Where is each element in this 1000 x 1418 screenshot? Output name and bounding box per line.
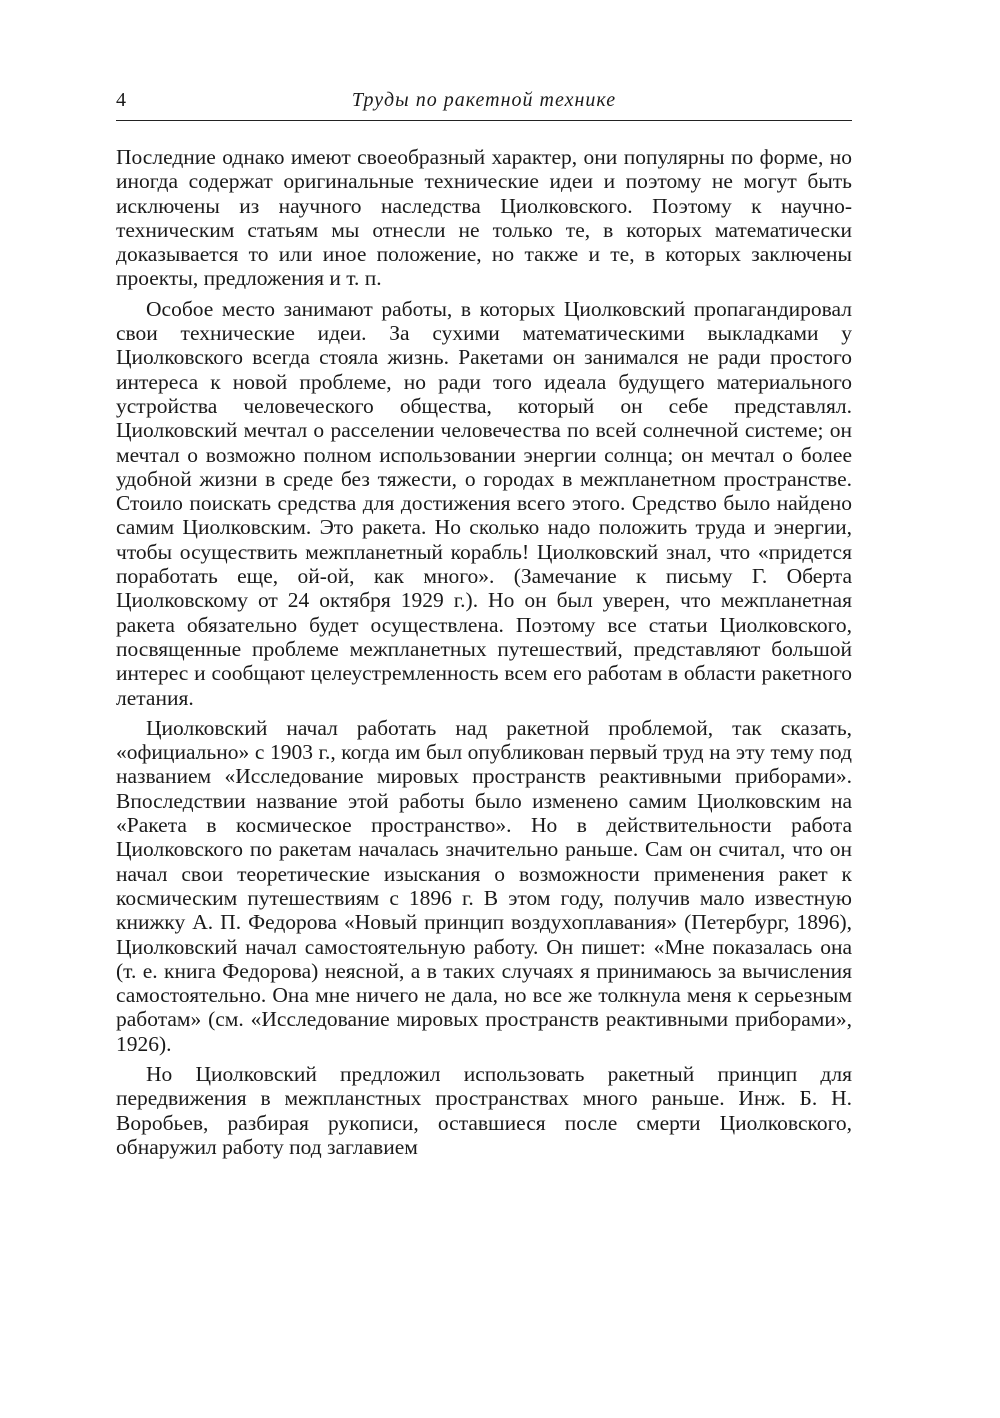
page-content — [116, 80, 852, 1159]
paragraph-2: Особое место занимают работы, в которых Циолковский пропагандировал свои технические идеи. За сухими математическими выкладками у Циолковского всегда стояла жизнь. Ракетами он занимался не ради простого интереса к новой проблеме, но ради того идеала будущего материального устройства человеческого общества, который он себе представлял. Циолковский мечтал о расселении человечества по всей солнечной системе; он мечтал о возможно полном использовании энергии солнца; он мечтал о более удобной жизни в среде без тяжести, о городах в межпланетном пространстве. Стоило поискать средства для достижения всего этого. Средство было найдено самим Циолковским. Это ракета. Но сколько надо положить труда и энергии, чтобы осуществить межпланетный корабль! Циолковский знал, что «придется поработать еще, ой-ой, как много». (Замечание к письму Г. Оберта Циолковскому от 24 октября 1929 г.). Но он был уверен, что межпланетная ракета обязательно будет осуществлена. Поэтому все статьи Циолковского, посвященные проблеме межпланетных путешествий, представляют большой интерес и сообщают целеустремленность всем его работам в области ракетного летания. — [116, 296, 852, 710]
page-number: 4 — [116, 89, 126, 111]
body-text — [116, 145, 852, 1159]
paragraph-4: Но Циолковский предложил использовать ракетный принцип для передвижения в межпланстных пространствах много раньше. Инж. Б. Н. Воробьев, разбирая рукописи, оставшиеся после смерти Циолковского, обнаружил работу под заглавием — [116, 1061, 852, 1159]
running-header — [116, 80, 852, 121]
paragraph-1: Последние однако имеют своеобразный характер, они популярны по форме, но иногда содержат оригинальные технические идеи и поэтому не могут быть исключены из научного наследства Циолковского. Поэтому к научно-техническим статьям мы отнесли не только те, в которых математически доказывается то или иное положение, но также и те, в которых заключены проекты, предложения и т. п. — [116, 145, 852, 291]
paragraph-3: Циолковский начал работать над ракетной проблемой, так сказать, «официально» с 1903 г., когда им был опубликован первый труд на эту тему под названием «Исследование мировых пространств реактивными приборами». Впоследствии название этой работы было изменено самим Циолковским на «Ракета в космическое пространство». Но в действительности работа Циолковского по ракетам началась значительно раньше. Сам он считал, что он начал свои теоретические изыскания о возможности применения ракет к космическим путешествиям с 1896 г. В этом году, получив мало известную книжку А. П. Федорова «Новый принцип воздухоплавания» (Петербург, 1896), Циолковский начал самостоятельную работу. Он пишет: «Мне показалась она (т. е. книга Федорова) неясной, а в таких случаях я принимаюсь за вычисления самостоятельно. Она мне ничего не дала, но все же толкнула меня к серьезным работам» (см. «Исследование мировых пространств реактивными приборами», 1926). — [116, 715, 852, 1056]
running-title: Труды по ракетной технике — [351, 89, 617, 111]
